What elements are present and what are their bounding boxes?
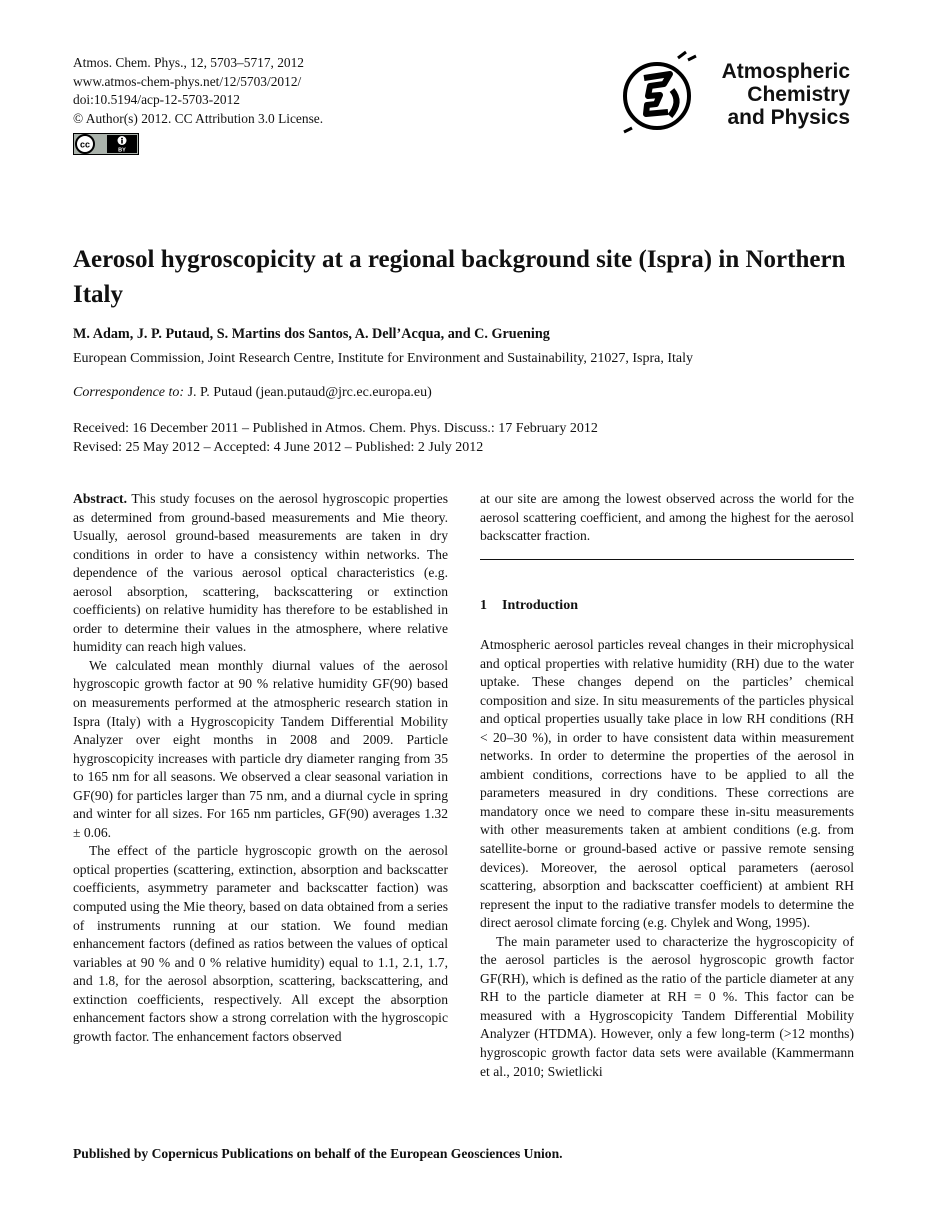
abstract-divider (480, 559, 854, 560)
revised-line: Revised: 25 May 2012 – Accepted: 4 June 2012 – Published: 2 July 2012 (73, 440, 484, 455)
abstract-paragraph-1: Abstract. This study focuses on the aerosol hygroscopic properties as determined from ground-based measurements and Mie theory. Usually, aerosol ground-based measurements are taken in dry conditions in order to have a consistency within networks. The dependence of the various aerosol optical characteristics (e.g. aerosol absorption, scattering, backscattering or extinction coefficients) on relative humidity has therefore to be established in order to determine their values in the atmosphere, where relative humidity can reach high values. (73, 491, 448, 655)
abstract-paragraph-3-continued: at our site are among the lowest observed across the world for the aerosol scattering coefficient, and among the highest for the aerosol backscatter fraction. (480, 491, 854, 544)
acp-globe-icon (620, 50, 700, 140)
introduction-text (480, 636, 854, 1081)
section-number: 1 (480, 598, 487, 613)
doi[interactable]: doi:10.5194/acp-12-5703-2012 (73, 92, 240, 108)
license-statement: © Author(s) 2012. CC Attribution 3.0 License. (73, 110, 324, 126)
logo-line-2: Chemistry (747, 83, 850, 106)
abstract-paragraph-2: We calculated mean monthly diurnal values of the aerosol hygroscopic growth factor at 90 % relative humidity GF(90) based on measurements performed at the atmospheric research station in Ispra (Italy) with a Hygroscopicity Tandem Differential Mobility Analyzer over eight months in 2008 and 2009. Particle hygroscopicity increases with particle dry diameter ranging from 35 to 165 nm for all seasons. We observed a clear seasonal variation in GF(90) for particles larger than 75 nm, and a diurnal cycle in spring and winter for all sizes. For 165 nm particles, GF(90) averages 1.32 ± 0.06. (73, 657, 448, 840)
cc-by-label: BY (118, 147, 126, 154)
affiliation: European Commission, Joint Research Centre, Institute for Environment and Sustainability, 21027, Ispra, Italy (73, 351, 694, 366)
journal-url[interactable]: www.atmos-chem-phys.net/12/5703/2012/ (73, 73, 302, 89)
introduction-paragraph-2: The main parameter used to characterize the hygroscopicity of the aerosol particles is the aerosol hygroscopic growth factor GF(RH), which is defined as the ratio of the particle diameter at any RH to the particle diameter at RH = 0 %. This factor can be measured with a Hygroscopicity Tandem Differential Mobility Analyzer (HTDMA). However, only a few long-term (>12 months) hygroscopic growth factor data sets were available (Kammermann et al., 2010; Swietlicki (480, 933, 854, 1079)
svg-text:cc: cc (79, 139, 91, 150)
introduction-paragraph-1: Atmospheric aerosol particles reveal changes in their microphysical and optical properties with relative humidity (RH) due to the water uptake. These changes depend on the particles’ chemical composition and size. In situ measurements of the particles physical and optical properties usually take place in low RH conditions (RH < 20–30 %), in order to have consistent data within measurement networks. In order to determine the properties of the aerosol in ambient conditions, corrections have to be applied to all the parameters measured in dry conditions. These corrections are mandatory once we need to compare these in-situ measurements with other measurements taken at ambient conditions (e.g. from satellite-borne or ground-based active or passive remote sensing devices). Moreover, the aerosol optical parameters (aerosol scattering, absorption and backscatter coefficient) at ambient RH represent the input to the radiative transfer models to determine the direct aerosol climate forcing (e.g. Chylek and Wong, 1995). (480, 637, 854, 931)
abstract-label: Abstract. (73, 491, 127, 506)
publisher-footer: Published by Copernicus Publications on behalf of the European Geosciences Union. (73, 1146, 563, 1161)
author-list: M. Adam, J. P. Putaud, S. Martins dos Santos, A. Dell’Acqua, and C. Gruening (73, 326, 550, 342)
cc-by-license-icon[interactable] (73, 133, 139, 155)
logo-line-1: Atmospheric (721, 60, 850, 83)
received-line: Received: 16 December 2011 – Published in Atmos. Chem. Phys. Discuss.: 17 February 2012 (73, 421, 598, 436)
section-title: Introduction (502, 598, 578, 613)
article-metadata (73, 54, 323, 128)
logo-text (722, 60, 850, 129)
abstract-paragraph-3: The effect of the particle hygroscopic growth on the aerosol optical properties (scattering, extinction, absorption and backscatter coefficients, asymmetry parameter and backscatter faction) was computed using the Mie theory, based on data obtained from a series of instruments running at our station. We found median enhancement factors (defined as ratios between the values of optical variables at 90 % and 0 % relative humidity) equal to 1.1, 2.1, 1.7, and 1.8, for the aerosol absorption, scattering, backscattering, and extinction coefficients, respectively. All except the absorption enhancement factors show a strong correlation with the hygroscopic growth factor. The enhancement factors observed (73, 843, 448, 1044)
journal-logo (620, 50, 860, 140)
publication-dates (73, 419, 598, 457)
journal-reference: Atmos. Chem. Phys., 12, 5703–5717, 2012 (73, 55, 305, 70)
correspondence-label: Correspondence to: (73, 385, 185, 400)
section-heading-introduction (480, 598, 578, 614)
paper-title: Aerosol hygroscopicity at a regional background site (Ispra) in Northern Italy (73, 246, 846, 308)
correspondence-text[interactable]: J. P. Putaud (jean.putaud@jrc.ec.europa.eu) (184, 385, 432, 400)
abstract-left-column (73, 490, 448, 1046)
logo-line-3: and Physics (727, 106, 850, 129)
abstract-continuation (480, 490, 854, 546)
correspondence (73, 385, 432, 401)
